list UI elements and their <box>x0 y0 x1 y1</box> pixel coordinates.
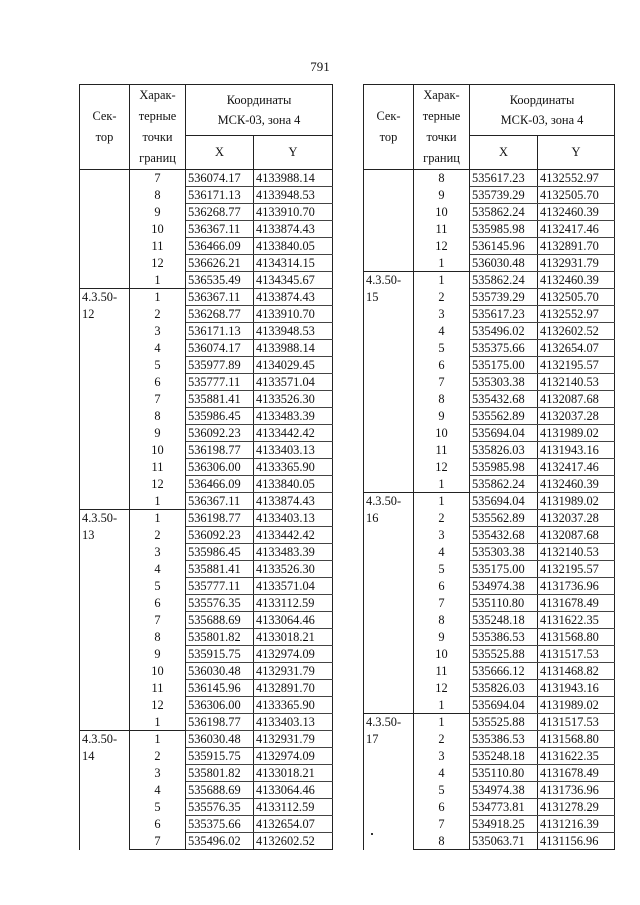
x-coordinate-cell: 535576.35 <box>186 799 254 816</box>
y-coordinate-cell: 4133910.70 <box>254 306 333 323</box>
y-coordinate-cell: 4131568.80 <box>538 731 615 748</box>
page-number: 791 <box>310 59 330 74</box>
x-coordinate-cell: 535110.80 <box>470 595 538 612</box>
x-coordinate-cell: 536030.48 <box>186 731 254 748</box>
y-coordinate-cell: 4131678.49 <box>538 595 615 612</box>
y-coordinate-cell: 4131943.16 <box>538 680 615 697</box>
y-coordinate-cell: 4133910.70 <box>254 204 333 221</box>
x-coordinate-cell: 535801.82 <box>186 765 254 782</box>
point-cell: 3 <box>414 306 470 323</box>
table-row <box>80 289 333 306</box>
point-cell: 1 <box>130 272 186 289</box>
point-cell: 1 <box>130 714 186 731</box>
sector-header: Сек- тор <box>80 85 130 170</box>
sector-cell: 4.3.50- 17 <box>364 714 414 850</box>
point-cell: 10 <box>414 425 470 442</box>
point-cell: 10 <box>130 663 186 680</box>
point-cell: 11 <box>414 663 470 680</box>
x-coordinate-cell: 536306.00 <box>186 459 254 476</box>
y-coordinate-cell: 4134029.45 <box>254 357 333 374</box>
scan-mark <box>371 833 373 835</box>
x-coordinate-cell: 535694.04 <box>470 697 538 714</box>
table-row <box>80 510 333 527</box>
x-coordinate-cell: 535985.98 <box>470 221 538 238</box>
point-cell: 11 <box>130 238 186 255</box>
x-coordinate-cell: 534974.38 <box>470 578 538 595</box>
point-cell: 2 <box>414 510 470 527</box>
x-coordinate-cell: 535496.02 <box>186 833 254 850</box>
point-cell: 3 <box>130 323 186 340</box>
x-coordinate-cell: 536268.77 <box>186 306 254 323</box>
point-cell: 2 <box>130 527 186 544</box>
y-coordinate-cell: 4131568.80 <box>538 629 615 646</box>
x-coordinate-cell: 535915.75 <box>186 646 254 663</box>
y-header: Y <box>538 135 615 169</box>
point-cell: 10 <box>130 221 186 238</box>
x-coordinate-cell: 536030.48 <box>470 255 538 272</box>
point-cell: 9 <box>414 187 470 204</box>
y-coordinate-cell: 4131989.02 <box>538 697 615 714</box>
y-coordinate-cell: 4131517.53 <box>538 646 615 663</box>
y-coordinate-cell: 4132195.57 <box>538 561 615 578</box>
point-cell: 2 <box>414 731 470 748</box>
table-body-right <box>364 170 615 850</box>
y-coordinate-cell: 4131622.35 <box>538 612 615 629</box>
y-coordinate-cell: 4132037.28 <box>538 408 615 425</box>
point-cell: 6 <box>130 595 186 612</box>
y-coordinate-cell: 4131943.16 <box>538 442 615 459</box>
table-row <box>364 493 615 510</box>
y-coordinate-cell: 4132931.79 <box>538 255 615 272</box>
y-coordinate-cell: 4131278.29 <box>538 799 615 816</box>
x-coordinate-cell: 535525.88 <box>470 646 538 663</box>
point-cell: 8 <box>130 408 186 425</box>
x-coordinate-cell: 535862.24 <box>470 476 538 493</box>
point-cell: 5 <box>414 340 470 357</box>
x-coordinate-cell: 535881.41 <box>186 561 254 578</box>
x-coordinate-cell: 535986.45 <box>186 408 254 425</box>
y-coordinate-cell: 4131678.49 <box>538 765 615 782</box>
y-coordinate-cell: 4132602.52 <box>254 833 333 850</box>
point-cell: 12 <box>414 459 470 476</box>
point-cell: 8 <box>414 391 470 408</box>
y-coordinate-cell: 4134314.15 <box>254 255 333 272</box>
point-cell: 2 <box>414 289 470 306</box>
point-cell: 1 <box>130 493 186 510</box>
y-coordinate-cell: 4132654.07 <box>254 816 333 833</box>
point-cell: 7 <box>414 595 470 612</box>
y-coordinate-cell: 4133874.43 <box>254 221 333 238</box>
x-coordinate-cell: 536198.77 <box>186 714 254 731</box>
y-coordinate-cell: 4133018.21 <box>254 765 333 782</box>
point-cell: 1 <box>414 255 470 272</box>
point-cell: 4 <box>414 765 470 782</box>
sector-cell: 4.3.50- 16 <box>364 493 414 714</box>
x-coordinate-cell: 536268.77 <box>186 204 254 221</box>
sector-cell: 4.3.50- 14 <box>80 731 130 850</box>
y-coordinate-cell: 4133442.42 <box>254 527 333 544</box>
y-coordinate-cell: 4131216.39 <box>538 816 615 833</box>
x-coordinate-cell: 535576.35 <box>186 595 254 612</box>
y-coordinate-cell: 4132654.07 <box>538 340 615 357</box>
table-row <box>364 714 615 731</box>
sector-cell: 4.3.50- 15 <box>364 272 414 493</box>
point-cell: 2 <box>130 306 186 323</box>
y-coordinate-cell: 4132460.39 <box>538 204 615 221</box>
point-cell: 5 <box>130 578 186 595</box>
y-coordinate-cell: 4132974.09 <box>254 748 333 765</box>
y-coordinate-cell: 4132037.28 <box>538 510 615 527</box>
x-coordinate-cell: 536466.09 <box>186 476 254 493</box>
x-coordinate-cell: 535063.71 <box>470 833 538 850</box>
point-cell: 12 <box>130 255 186 272</box>
point-cell: 1 <box>414 493 470 510</box>
point-cell: 4 <box>130 340 186 357</box>
y-coordinate-cell: 4133483.39 <box>254 408 333 425</box>
y-coordinate-cell: 4132087.68 <box>538 527 615 544</box>
y-coordinate-cell: 4132891.70 <box>254 680 333 697</box>
y-coordinate-cell: 4131622.35 <box>538 748 615 765</box>
y-coordinate-cell: 4132460.39 <box>538 272 615 289</box>
x-coordinate-cell: 535694.04 <box>470 493 538 510</box>
y-coordinate-cell: 4132417.46 <box>538 459 615 476</box>
point-cell: 6 <box>130 816 186 833</box>
y-coordinate-cell: 4132505.70 <box>538 187 615 204</box>
x-coordinate-cell: 536367.11 <box>186 289 254 306</box>
point-cell: 1 <box>130 289 186 306</box>
y-coordinate-cell: 4131468.82 <box>538 663 615 680</box>
x-coordinate-cell: 535386.53 <box>470 629 538 646</box>
point-cell: 7 <box>130 391 186 408</box>
point-cell: 12 <box>414 680 470 697</box>
point-cell: 11 <box>414 221 470 238</box>
y-coordinate-cell: 4131517.53 <box>538 714 615 731</box>
point-cell: 4 <box>130 782 186 799</box>
point-cell: 8 <box>414 170 470 187</box>
y-coordinate-cell: 4133112.59 <box>254 595 333 612</box>
x-coordinate-cell: 536198.77 <box>186 442 254 459</box>
x-coordinate-cell: 535375.66 <box>186 816 254 833</box>
point-cell: 12 <box>414 238 470 255</box>
y-coordinate-cell: 4133403.13 <box>254 510 333 527</box>
y-coordinate-cell: 4133403.13 <box>254 442 333 459</box>
y-coordinate-cell: 4133874.43 <box>254 493 333 510</box>
x-coordinate-cell: 535915.75 <box>186 748 254 765</box>
point-cell: 1 <box>130 731 186 748</box>
x-header: X <box>186 135 254 169</box>
x-coordinate-cell: 535739.29 <box>470 289 538 306</box>
x-coordinate-cell: 535777.11 <box>186 578 254 595</box>
x-coordinate-cell: 535977.89 <box>186 357 254 374</box>
y-coordinate-cell: 4131989.02 <box>538 425 615 442</box>
x-coordinate-cell: 535617.23 <box>470 170 538 187</box>
x-coordinate-cell: 535303.38 <box>470 544 538 561</box>
y-coordinate-cell: 4132891.70 <box>538 238 615 255</box>
y-coordinate-cell: 4132602.52 <box>538 323 615 340</box>
x-coordinate-cell: 536074.17 <box>186 340 254 357</box>
x-coordinate-cell: 535175.00 <box>470 561 538 578</box>
x-coordinate-cell: 536306.00 <box>186 697 254 714</box>
y-coordinate-cell: 4132552.97 <box>538 306 615 323</box>
point-cell: 7 <box>130 612 186 629</box>
x-coordinate-cell: 536626.21 <box>186 255 254 272</box>
point-cell: 3 <box>130 544 186 561</box>
x-coordinate-cell: 535985.98 <box>470 459 538 476</box>
x-coordinate-cell: 535496.02 <box>470 323 538 340</box>
y-coordinate-cell: 4133571.04 <box>254 374 333 391</box>
point-cell: 3 <box>414 748 470 765</box>
point-cell: 9 <box>130 204 186 221</box>
y-coordinate-cell: 4133988.14 <box>254 340 333 357</box>
y-coordinate-cell: 4133064.46 <box>254 612 333 629</box>
y-coordinate-cell: 4132140.53 <box>538 544 615 561</box>
x-coordinate-cell: 535688.69 <box>186 612 254 629</box>
point-cell: 11 <box>130 459 186 476</box>
point-cell: 7 <box>130 833 186 850</box>
point-cell: 10 <box>130 442 186 459</box>
point-cell: 1 <box>414 697 470 714</box>
point-cell: 1 <box>414 476 470 493</box>
x-coordinate-cell: 535862.24 <box>470 204 538 221</box>
point-cell: 8 <box>414 833 470 850</box>
sector-header: Сек- тор <box>364 85 414 170</box>
y-coordinate-cell: 4133526.30 <box>254 391 333 408</box>
sector-cell: 4.3.50- 12 <box>80 289 130 510</box>
point-cell: 5 <box>414 561 470 578</box>
y-coordinate-cell: 4131736.96 <box>538 578 615 595</box>
point-cell: 4 <box>414 323 470 340</box>
point-cell: 9 <box>414 408 470 425</box>
point-cell: 3 <box>414 527 470 544</box>
y-coordinate-cell: 4133948.53 <box>254 187 333 204</box>
point-cell: 10 <box>414 204 470 221</box>
point-cell: 12 <box>130 476 186 493</box>
point-cell: 9 <box>130 425 186 442</box>
point-cell: 1 <box>414 714 470 731</box>
x-coordinate-cell: 536466.09 <box>186 238 254 255</box>
point-cell: 8 <box>130 187 186 204</box>
x-coordinate-cell: 534974.38 <box>470 782 538 799</box>
x-coordinate-cell: 535694.04 <box>470 425 538 442</box>
x-coordinate-cell: 535375.66 <box>470 340 538 357</box>
point-cell: 1 <box>130 510 186 527</box>
y-coordinate-cell: 4133840.05 <box>254 238 333 255</box>
table-row <box>80 731 333 748</box>
y-coordinate-cell: 4132552.97 <box>538 170 615 187</box>
y-coordinate-cell: 4133948.53 <box>254 323 333 340</box>
x-coordinate-cell: 535617.23 <box>470 306 538 323</box>
x-coordinate-cell: 535432.68 <box>470 527 538 544</box>
y-coordinate-cell: 4133018.21 <box>254 629 333 646</box>
point-cell: 4 <box>130 561 186 578</box>
x-coordinate-cell: 534773.81 <box>470 799 538 816</box>
point-cell: 1 <box>414 272 470 289</box>
table-row <box>364 272 615 289</box>
x-coordinate-cell: 535525.88 <box>470 714 538 731</box>
x-coordinate-cell: 535175.00 <box>470 357 538 374</box>
y-coordinate-cell: 4133988.14 <box>254 170 333 187</box>
y-coordinate-cell: 4133112.59 <box>254 799 333 816</box>
y-coordinate-cell: 4132460.39 <box>538 476 615 493</box>
table-row <box>364 170 615 187</box>
x-coordinate-cell: 536198.77 <box>186 510 254 527</box>
x-coordinate-cell: 536171.13 <box>186 187 254 204</box>
coordinates-header: Координаты МСК-03, зона 4 <box>470 85 615 136</box>
y-coordinate-cell: 4133874.43 <box>254 289 333 306</box>
point-cell: 2 <box>130 748 186 765</box>
x-coordinate-cell: 535303.38 <box>470 374 538 391</box>
x-coordinate-cell: 536171.13 <box>186 323 254 340</box>
y-coordinate-cell: 4133840.05 <box>254 476 333 493</box>
point-cell: 7 <box>414 816 470 833</box>
sector-cell: 4.3.50- 13 <box>80 510 130 731</box>
point-cell: 11 <box>414 442 470 459</box>
y-coordinate-cell: 4132087.68 <box>538 391 615 408</box>
points-header: Харак- терные точки границ <box>130 85 186 170</box>
table-body-left <box>80 170 333 850</box>
y-coordinate-cell: 4133526.30 <box>254 561 333 578</box>
point-cell: 3 <box>130 765 186 782</box>
y-coordinate-cell: 4131736.96 <box>538 782 615 799</box>
y-coordinate-cell: 4132931.79 <box>254 663 333 680</box>
y-coordinate-cell: 4133483.39 <box>254 544 333 561</box>
point-cell: 6 <box>414 578 470 595</box>
x-coordinate-cell: 535666.12 <box>470 663 538 680</box>
x-coordinate-cell: 535826.03 <box>470 680 538 697</box>
y-coordinate-cell: 4132195.57 <box>538 357 615 374</box>
y-coordinate-cell: 4132140.53 <box>538 374 615 391</box>
x-coordinate-cell: 536074.17 <box>186 170 254 187</box>
point-cell: 10 <box>414 646 470 663</box>
x-coordinate-cell: 536367.11 <box>186 221 254 238</box>
y-coordinate-cell: 4134345.67 <box>254 272 333 289</box>
x-coordinate-cell: 535801.82 <box>186 629 254 646</box>
x-coordinate-cell: 536092.23 <box>186 527 254 544</box>
x-coordinate-cell: 536145.96 <box>470 238 538 255</box>
point-cell: 11 <box>130 680 186 697</box>
y-coordinate-cell: 4131989.02 <box>538 493 615 510</box>
point-cell: 7 <box>414 374 470 391</box>
x-coordinate-cell: 535777.11 <box>186 374 254 391</box>
x-coordinate-cell: 535881.41 <box>186 391 254 408</box>
y-header: Y <box>254 135 333 169</box>
table-row <box>80 170 333 187</box>
y-coordinate-cell: 4133064.46 <box>254 782 333 799</box>
x-coordinate-cell: 535562.89 <box>470 408 538 425</box>
point-cell: 6 <box>130 374 186 391</box>
x-coordinate-cell: 536092.23 <box>186 425 254 442</box>
point-cell: 4 <box>414 544 470 561</box>
point-cell: 5 <box>414 782 470 799</box>
point-cell: 8 <box>130 629 186 646</box>
point-cell: 9 <box>414 629 470 646</box>
point-cell: 12 <box>130 697 186 714</box>
x-coordinate-cell: 536030.48 <box>186 663 254 680</box>
y-coordinate-cell: 4132505.70 <box>538 289 615 306</box>
point-cell: 5 <box>130 799 186 816</box>
coordinates-table-right <box>363 84 615 850</box>
point-cell: 6 <box>414 357 470 374</box>
point-cell: 9 <box>130 646 186 663</box>
x-coordinate-cell: 535432.68 <box>470 391 538 408</box>
y-coordinate-cell: 4131156.96 <box>538 833 615 850</box>
x-coordinate-cell: 536535.49 <box>186 272 254 289</box>
y-coordinate-cell: 4133365.90 <box>254 459 333 476</box>
y-coordinate-cell: 4132417.46 <box>538 221 615 238</box>
x-coordinate-cell: 535386.53 <box>470 731 538 748</box>
x-coordinate-cell: 535739.29 <box>470 187 538 204</box>
x-coordinate-cell: 535248.18 <box>470 748 538 765</box>
x-coordinate-cell: 535562.89 <box>470 510 538 527</box>
points-header: Харак- терные точки границ <box>414 85 470 170</box>
sector-cell <box>364 170 414 272</box>
point-cell: 7 <box>130 170 186 187</box>
x-coordinate-cell: 535986.45 <box>186 544 254 561</box>
y-coordinate-cell: 4133442.42 <box>254 425 333 442</box>
x-coordinate-cell: 535110.80 <box>470 765 538 782</box>
x-coordinate-cell: 536145.96 <box>186 680 254 697</box>
point-cell: 8 <box>414 612 470 629</box>
x-coordinate-cell: 535688.69 <box>186 782 254 799</box>
x-coordinate-cell: 534918.25 <box>470 816 538 833</box>
y-coordinate-cell: 4133571.04 <box>254 578 333 595</box>
x-coordinate-cell: 535248.18 <box>470 612 538 629</box>
sector-cell <box>80 170 130 289</box>
x-coordinate-cell: 536367.11 <box>186 493 254 510</box>
point-cell: 6 <box>414 799 470 816</box>
x-coordinate-cell: 535862.24 <box>470 272 538 289</box>
x-header: X <box>470 135 538 169</box>
y-coordinate-cell: 4133365.90 <box>254 697 333 714</box>
y-coordinate-cell: 4132931.79 <box>254 731 333 748</box>
point-cell: 5 <box>130 357 186 374</box>
x-coordinate-cell: 535826.03 <box>470 442 538 459</box>
y-coordinate-cell: 4132974.09 <box>254 646 333 663</box>
y-coordinate-cell: 4133403.13 <box>254 714 333 731</box>
coordinates-table-left <box>79 84 333 850</box>
coordinates-header: Координаты МСК-03, зона 4 <box>186 85 333 136</box>
